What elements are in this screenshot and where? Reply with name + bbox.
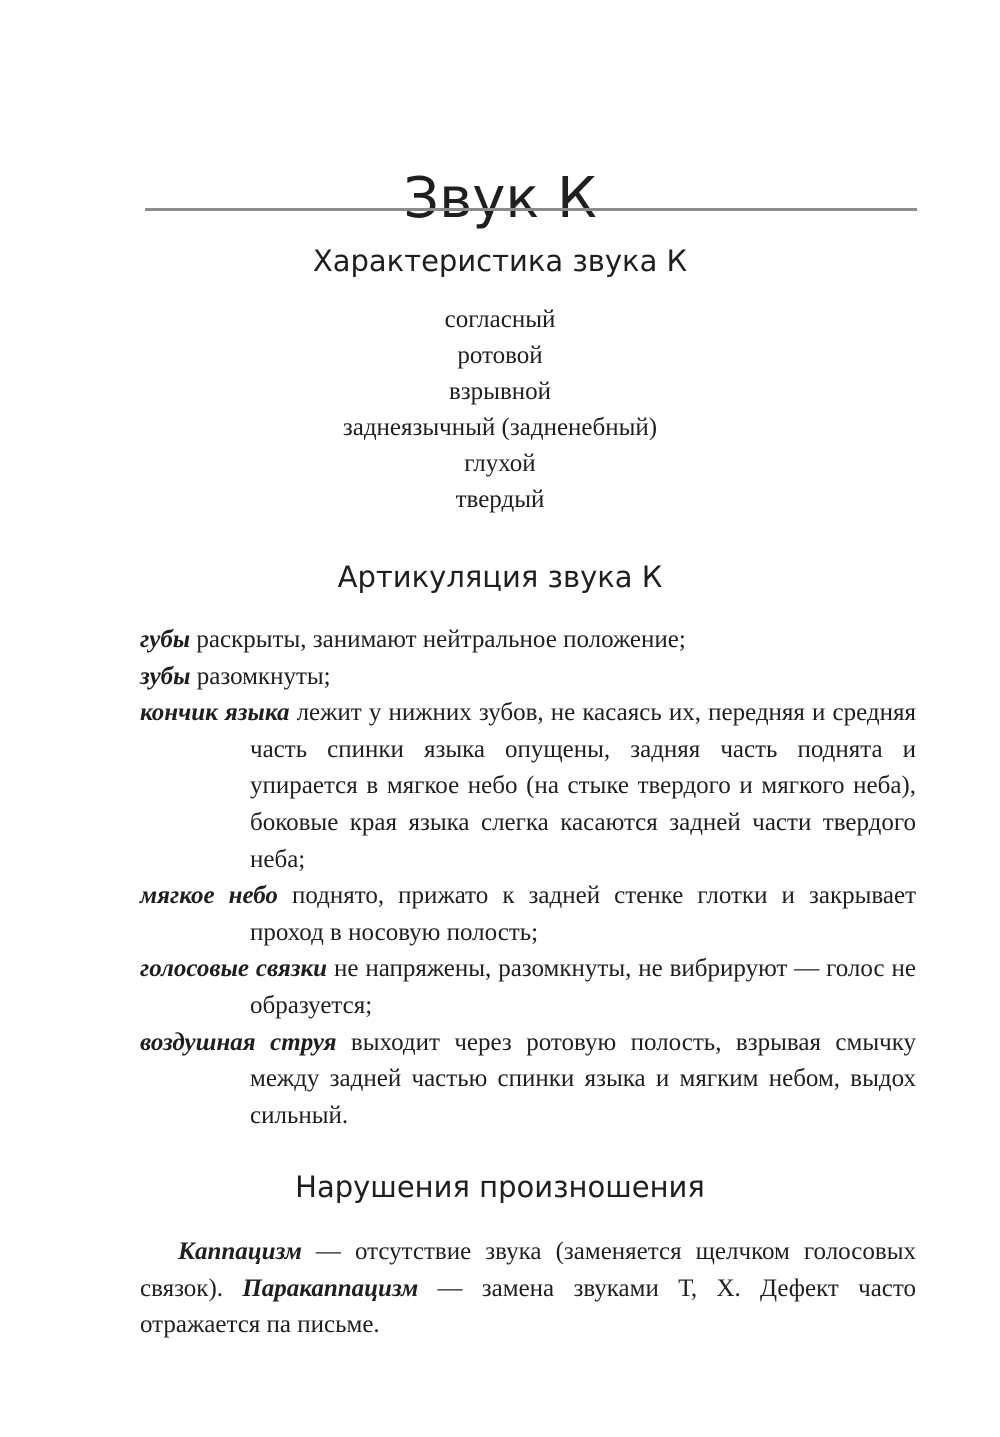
page-title: Звук К (403, 165, 597, 231)
characteristic-item: заднеязычный (задненебный) (342, 414, 658, 441)
articulation-term: мягкое небо (140, 882, 278, 910)
articulation-text: выходит через ротовую полость, взрывая смычку между задней частью спинки языка и мягким небом, выдох сильный. (250, 1028, 916, 1129)
articulation-item (140, 695, 916, 878)
articulation-item (140, 878, 916, 951)
articulation-text: лежит у нижних зубов, не касаясь их, передняя и средняя часть спинки языка опущены, задняя часть поднята и упирается в мягкое небо (на стыке твердого и мягкого неба), боковые края языка слегка касаются задней части твердого неба; (250, 699, 917, 873)
articulation-item (140, 659, 916, 696)
disorders-paragraph (140, 1234, 916, 1344)
articulation-term: воздушная струя (140, 1028, 337, 1056)
characteristics-heading: Характеристика звука К (312, 244, 688, 278)
characteristic-item: согласный (444, 306, 556, 333)
articulation-term: голосовые связки (140, 955, 328, 983)
articulation-text: не напряжены, разомкнуты, не вибрируют — голос не образуется; (250, 955, 916, 1019)
articulation-term: кончик языка (140, 699, 290, 727)
articulation-item (140, 951, 916, 1024)
disorder-term: Паракаппацизм (242, 1274, 419, 1302)
articulation-item (140, 1025, 916, 1135)
articulation-text: разомкнуты; (190, 662, 331, 690)
articulation-heading: Артикуляция звука К (337, 560, 663, 594)
articulation-term: зубы (140, 662, 191, 690)
articulation-term: губы (140, 626, 191, 653)
disorder-term: Каппацизм (178, 1238, 302, 1265)
title-divider (145, 208, 917, 211)
disorder-text: — замена звуками Т, Х. Дефект часто отражается па письме. (140, 1274, 916, 1339)
articulation-text: раскрыты, занимают нейтральное положение; (190, 626, 686, 653)
articulation-text: поднято, прижато к задней стенке глотки и закрывает проход в носовую полость; (250, 882, 916, 946)
characteristics-list (0, 302, 1000, 518)
disorders-heading: Нарушения произношения (295, 1170, 705, 1204)
characteristic-item: взрывной (448, 378, 552, 405)
characteristic-item: глухой (464, 450, 536, 477)
characteristic-item: ротовой (457, 342, 543, 369)
characteristic-item: твердый (455, 486, 545, 513)
articulation-list (140, 622, 916, 1134)
articulation-item (140, 622, 916, 659)
disorder-text: — отсутствие звука (заменяется щелчком голосовых связок). (140, 1238, 916, 1302)
